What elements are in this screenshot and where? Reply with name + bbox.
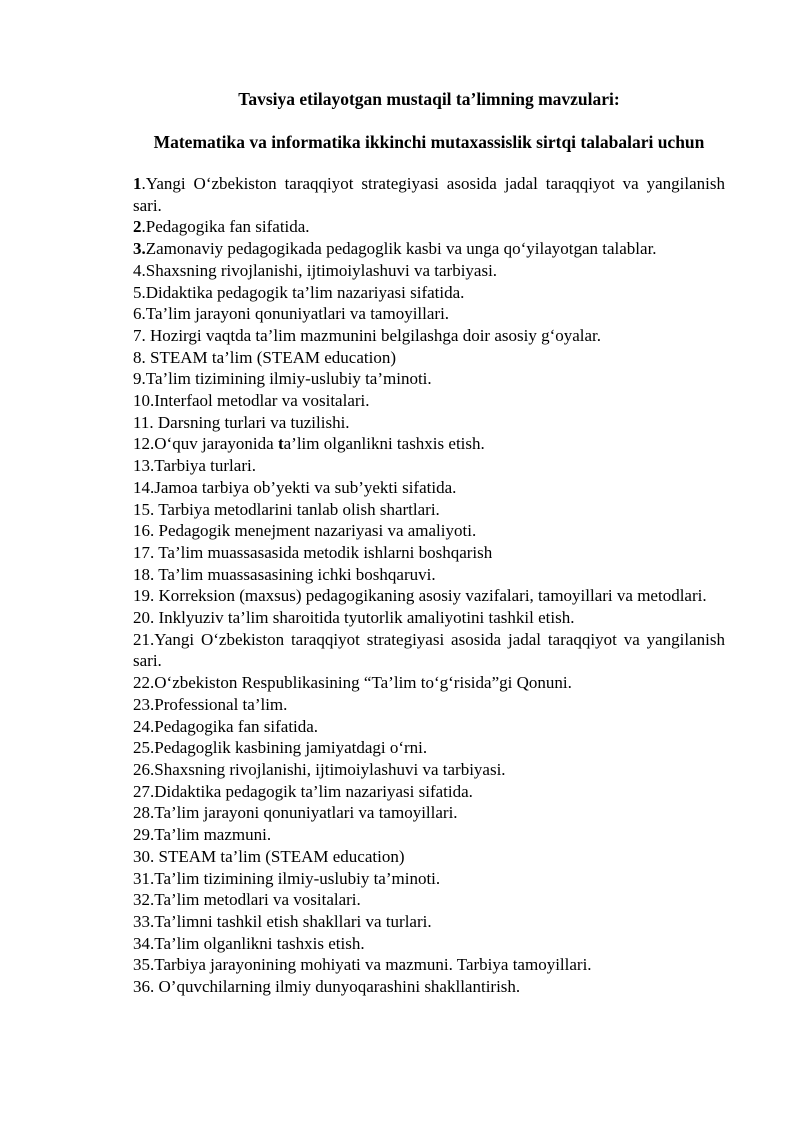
topic-text: Pedagogik menejment nazariyasi va amaliyoti.	[158, 521, 477, 541]
topic-number: 11.	[133, 412, 158, 432]
topic-text: Interfaol metodlar va vositalari.	[154, 391, 370, 411]
topic-text: Jamoa tarbiya ob’yekti va sub’yekti sifatida.	[154, 477, 457, 497]
topic-text: Tarbiya turlari.	[154, 456, 256, 476]
topic-number: 24.	[133, 716, 155, 736]
topic-number: 27.	[133, 781, 155, 801]
topic-item	[133, 216, 725, 238]
topic-text: Shaxsning rivojlanishi, ijtimoiylashuvi va tarbiyasi.	[154, 759, 506, 779]
topic-item	[133, 585, 725, 607]
topic-text: Ta’lim mazmuni.	[154, 825, 272, 845]
topic-text: Ta’lim muassasasida metodik ishlarni boshqarish	[158, 542, 493, 562]
topic-item	[133, 368, 725, 390]
topic-number-separator: .	[141, 174, 146, 193]
topic-number: 10.	[133, 391, 155, 411]
topic-item	[133, 303, 725, 325]
topic-number: 35.	[133, 955, 155, 975]
topic-item	[133, 412, 725, 434]
topic-text: Shaxsning rivojlanishi, ijtimoiylashuvi va tarbiyasi.	[145, 260, 498, 280]
topic-number-separator: .	[141, 217, 146, 237]
topic-item	[133, 260, 725, 282]
topic-item	[133, 737, 725, 759]
topic-item	[133, 933, 725, 955]
topic-number: 6.	[133, 304, 146, 324]
topic-number: 23.	[133, 694, 155, 714]
document-subtitle: Matematika va informatika ikkinchi mutaxassislik sirtqi talabalari uchun	[153, 132, 705, 152]
topic-text: a’lim olganlikni tashxis etish.	[283, 434, 485, 454]
topic-number: 2	[133, 217, 142, 237]
topic-item	[133, 846, 725, 868]
topic-text: Ta’lim muassasasining ichki boshqaruvi.	[158, 564, 436, 584]
topic-text: Hozirgi vaqtda ta’lim mazmunini belgilashga doir asosiy g‘oyalar.	[150, 325, 602, 345]
topic-text: Pedagoglik kasbining jamiyatdagi o‘rni.	[154, 738, 428, 758]
topic-text: Pedagogika fan sifatida.	[154, 716, 319, 736]
topic-number: 29.	[133, 825, 155, 845]
topic-text: Didaktika pedagogik ta’lim nazariyasi sifatida.	[154, 781, 473, 801]
topic-text: Didaktika pedagogik ta’lim nazariyasi sifatida.	[145, 282, 465, 302]
topic-text: STEAM ta’lim (STEAM education)	[150, 347, 396, 367]
topic-number: 30.	[133, 846, 159, 866]
topic-text: STEAM ta’lim (STEAM education)	[158, 846, 405, 866]
topic-text: O‘zbekiston Respublikasining “Ta’lim to‘g‘risida”gi Qonuni.	[154, 673, 572, 693]
topic-number: 16.	[133, 521, 159, 541]
document-title: Tavsiya etilayotgan mustaqil ta’limning mavzulari:	[238, 89, 620, 109]
topic-number: 28.	[133, 803, 155, 823]
topic-text-prefix: O‘quv jarayonida	[154, 434, 278, 454]
topic-item	[133, 954, 725, 976]
topic-item	[133, 716, 725, 738]
topic-text: Yangi O‘zbekiston taraqqiyot strategiyasi asosida jadal taraqqiyot va yangilanish sari.	[133, 629, 725, 671]
topic-number: 33.	[133, 911, 155, 931]
topic-item	[133, 238, 725, 260]
topic-item	[133, 672, 725, 694]
topic-text: Yangi O‘zbekiston taraqqiyot strategiyasi asosida jadal taraqqiyot va yangilanish sari.	[133, 174, 725, 215]
topic-number: 13.	[133, 456, 155, 476]
topic-text: Ta’lim jarayoni qonuniyatlari va tamoyillari.	[154, 803, 458, 823]
topic-item	[133, 173, 725, 216]
topic-item	[133, 694, 725, 716]
topic-number: 3.	[133, 239, 146, 259]
topic-text-bold: t	[277, 434, 284, 454]
topic-item	[133, 499, 725, 521]
topic-number: 5.	[133, 282, 146, 302]
topic-item	[133, 325, 725, 347]
topic-item	[133, 542, 725, 564]
topic-item	[133, 433, 725, 455]
topic-text: Tarbiya jarayonining mohiyati va mazmuni. Tarbiya tamoyillari.	[154, 955, 592, 975]
topic-item	[133, 802, 725, 824]
topic-item	[133, 976, 725, 998]
topic-item	[133, 477, 725, 499]
topic-item	[133, 629, 725, 672]
topic-item	[133, 911, 725, 933]
topic-number: 32.	[133, 890, 155, 910]
topic-item	[133, 824, 725, 846]
topic-number: 36.	[133, 977, 159, 997]
topic-item	[133, 889, 725, 911]
topic-item	[133, 347, 725, 369]
topic-text: Darsning turlari va tuzilishi.	[157, 412, 350, 432]
topic-number: 18.	[133, 564, 159, 584]
topic-item	[133, 781, 725, 803]
topic-number: 7.	[133, 325, 150, 345]
topic-item	[133, 868, 725, 890]
topic-number: 25.	[133, 738, 155, 758]
topic-text: Ta’lim metodlari va vositalari.	[154, 890, 361, 910]
topic-number: 31.	[133, 868, 155, 888]
topic-number: 21.	[133, 629, 155, 649]
topic-text: Zamonaviy pedagogikada pedagoglik kasbi va unga qo‘yilayotgan talablar.	[145, 239, 657, 259]
topic-item	[133, 282, 725, 304]
topic-number: 12.	[133, 434, 155, 454]
topic-item	[133, 564, 725, 586]
topic-item	[133, 455, 725, 477]
topic-number: 22.	[133, 673, 155, 693]
topic-number: 8.	[133, 347, 150, 367]
topic-text: Professional ta’lim.	[154, 694, 288, 714]
topic-number: 1	[133, 174, 142, 193]
topic-number: 4.	[133, 260, 146, 280]
topic-text: Ta’lim olganlikni tashxis etish.	[154, 933, 365, 953]
topic-item	[133, 390, 725, 412]
topic-text: O’quvchilarning ilmiy dunyoqarashini shakllantirish.	[158, 977, 521, 997]
topic-text: Tarbiya metodlarini tanlab olish shartlari.	[158, 499, 440, 519]
topic-number: 17.	[133, 542, 159, 562]
topic-item	[133, 520, 725, 542]
topic-number: 19.	[133, 586, 159, 606]
topic-number: 20.	[133, 608, 159, 628]
topic-text: Inklyuziv ta’lim sharoitida tyutorlik amaliyotini tashkil etish.	[158, 608, 575, 628]
topic-item	[133, 607, 725, 629]
document-page	[133, 88, 725, 998]
topic-number: 26.	[133, 759, 155, 779]
topic-list	[133, 173, 725, 998]
topic-text: Ta’limni tashkil etish shakllari va turlari.	[154, 911, 432, 931]
topic-text: Korreksion (maxsus) pedagogikaning asosiy vazifalari, tamoyillari va metodlari.	[158, 586, 707, 606]
topic-number: 9.	[133, 369, 146, 389]
topic-text: Ta’lim tizimining ilmiy-uslubiy ta’minoti.	[145, 369, 432, 389]
topic-item	[133, 759, 725, 781]
topic-number: 34.	[133, 933, 155, 953]
topic-number: 14.	[133, 477, 155, 497]
topic-text: Pedagogika fan sifatida.	[145, 217, 310, 237]
topic-text: Ta’lim jarayoni qonuniyatlari va tamoyillari.	[145, 304, 450, 324]
topic-text: Ta’lim tizimining ilmiy-uslubiy ta’minoti.	[154, 868, 441, 888]
topic-number: 15.	[133, 499, 159, 519]
